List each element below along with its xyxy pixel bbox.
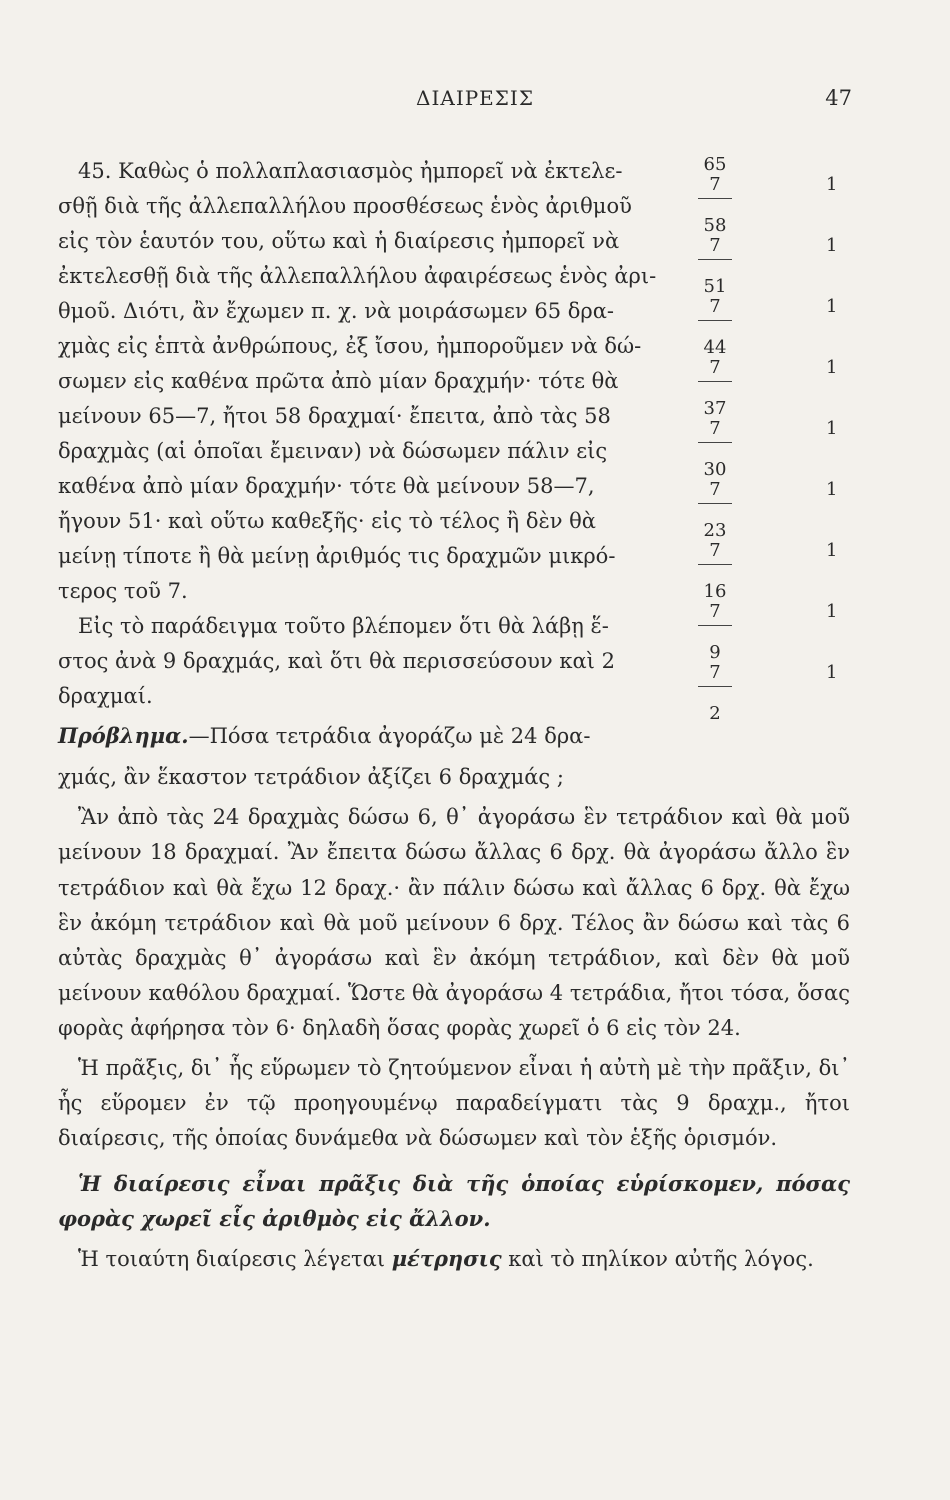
definition-statement: Ἡ διαίρεσις εἶναι πρᾶξις διὰ τῆς ὁποίας εὑρίσκομεν, πόσας φορὰς χωρεῖ εἷς ἀριθμὸς εἰς ἄλλον.	[58, 1171, 850, 1232]
minuend: 9	[709, 642, 721, 663]
text-line: θμοῦ. Διότι, ἂν ἔχωμεν π. χ. νὰ μοιράσωμεν 65 δρα-	[58, 299, 614, 323]
text-line: δραχμαί.	[58, 684, 153, 708]
subtraction-rule	[698, 686, 732, 687]
subtrahend: 7	[709, 540, 721, 561]
subtraction-count: 1	[826, 296, 838, 317]
minuend: 16	[703, 581, 727, 602]
subtraction-count: 1	[826, 662, 838, 683]
subtraction-rule	[698, 381, 732, 382]
text-line: Εἰς τὸ παράδειγμα τοῦτο βλέπομεν ὅτι θὰ λάβῃ ἕ-	[78, 614, 609, 638]
text-line: μείνουν 65—7, ἤτοι 58 δραχμαί· ἔπειτα, ἀπὸ τὰς 58	[58, 404, 611, 428]
subtraction-rule	[698, 259, 732, 260]
subtraction-rule	[698, 564, 732, 565]
subtraction-count: 1	[826, 235, 838, 256]
problem-label: Πρόβλημα.	[58, 723, 189, 748]
left-text-column	[58, 154, 708, 754]
minuend: 65	[703, 154, 727, 175]
measurement-term: μέτρησις	[391, 1245, 502, 1271]
subtraction-count: 1	[826, 418, 838, 439]
section-45-paragraph	[58, 154, 708, 609]
subtrahend: 7	[709, 357, 721, 378]
subtraction-count: 1	[826, 601, 838, 622]
problem-question: —Πόσα τετράδια ἀγοράζω μὲ 24 δρα-	[188, 724, 591, 748]
final-remainder: 2	[709, 703, 721, 724]
subtrahend: 7	[709, 296, 721, 317]
text-line: καθένα ἀπὸ μίαν δραχμήν· τότε θὰ μείνουν 58—7,	[58, 474, 595, 498]
subtrahend: 7	[709, 662, 721, 683]
example-note-paragraph	[58, 609, 708, 714]
page-number: 47	[825, 86, 852, 110]
text-line: χμὰς εἰς ἑπτὰ ἀνθρώπους, ἐξ ἴσου, ἠμποροῦμεν νὰ δώ-	[58, 334, 642, 358]
subtraction-count: 1	[826, 540, 838, 561]
subtraction-count: 1	[826, 174, 838, 195]
minuend: 30	[703, 459, 727, 480]
subtraction-rule	[698, 198, 732, 199]
minuend: 44	[703, 337, 727, 358]
text-line: δραχμὰς (αἱ ὁποῖαι ἔμειναν) νὰ δώσωμεν πάλιν εἰς	[58, 439, 608, 463]
text-line: σθῇ διὰ τῆς ἀλλεπαλλήλου προσθέσεως ἑνὸς ἀριθμοῦ	[58, 194, 632, 218]
problem-question-line	[58, 718, 708, 754]
minuend: 23	[703, 520, 727, 541]
text-line: ἐκτελεσθῇ διὰ τῆς ἀλλεπαλλήλου ἀφαιρέσεως ἑνὸς ἀρι-	[58, 264, 657, 288]
subtrahend: 7	[709, 479, 721, 500]
text-line: σωμεν εἰς καθένα πρῶτα ἀπὸ μίαν δραχμήν· τότε θὰ	[58, 369, 619, 393]
conclusion-paragraph: Ἡ πρᾶξις, δι᾽ ἧς εὕρωμεν τὸ ζητούμενον εἶναι ἡ αὐτὴ μὲ τὴν πρᾶξιν, δι᾽ ἧς εὕρομεν ἐν τῷ προηγουμένῳ παραδείγματι τὰς 9 δραχμ., ἤτοι διαίρεσις, τῆς ὁποίας δυνάμεθα νὰ δώσωμεν καὶ τὸν ἑξῆς ὁρισμόν.	[58, 1055, 850, 1151]
subtrahend: 7	[709, 601, 721, 622]
minuend: 51	[703, 276, 727, 297]
measurement-sentence	[58, 1241, 850, 1277]
running-header-title: ΔΙΑΙΡΕΣΙΣ	[416, 86, 534, 110]
problem-question-continued: χμάς, ἂν ἕκαστον τετράδιον ἀξίζει 6 δραχμάς ;	[58, 765, 564, 789]
minuend: 58	[703, 215, 727, 236]
full-width-text	[58, 760, 850, 1277]
subtrahend: 7	[709, 235, 721, 256]
text-line: 45. Καθὼς ὁ πολλαπλασιασμὸς ἠμπορεῖ νὰ ἐκτελε-	[78, 159, 623, 183]
subtraction-rule	[698, 320, 732, 321]
subtrahend: 7	[709, 174, 721, 195]
measurement-text-after: καὶ τὸ πηλίκον αὐτῆς λόγος.	[501, 1246, 814, 1271]
subtrahend: 7	[709, 418, 721, 439]
measurement-text-before: Ἡ τοιαύτη διαίρεσις λέγεται	[78, 1246, 392, 1271]
subtraction-count: 1	[826, 479, 838, 500]
subtraction-rule	[698, 442, 732, 443]
text-line: εἰς τὸν ἑαυτόν του, οὕτω καὶ ἡ διαίρεσις ἠμπορεῖ νὰ	[58, 229, 620, 253]
text-line: ἤγουν 51· καὶ οὕτω καθεξῆς· εἰς τὸ τέλος ἢ δὲν θὰ	[58, 509, 596, 533]
text-line: μείνῃ τίποτε ἢ θὰ μείνῃ ἀριθμός τις δραχμῶν μικρό-	[58, 544, 616, 568]
subtraction-rule	[698, 625, 732, 626]
repeated-subtraction-column	[690, 156, 850, 756]
subtraction-count: 1	[826, 357, 838, 378]
subtraction-rule	[698, 503, 732, 504]
text-line: τερος τοῦ 7.	[58, 579, 188, 603]
problem-solution: Ἂν ἀπὸ τὰς 24 δραχμὰς δώσω 6, θ᾽ ἀγοράσω ἓν τετράδιον καὶ θὰ μοῦ μείνουν 18 δραχμαί. Ἂν ἔπειτα δώσω ἄλλας 6 δρχ. θὰ ἀγοράσω ἄλλο ἓν τετράδιον καὶ θὰ ἔχω 12 δραχ.· ἂν πάλιν δώσω καὶ ἄλλας 6 δρχ. θὰ ἔχω ἓν ἀκόμη τετράδιον καὶ θὰ μοῦ μείνουν 6 δρχ. Τέλος ἂν δώσω καὶ τὰς 6 αὐτὰς δραχμὰς θ᾽ ἀγοράσω καὶ ἓν ἀκόμη τετράδιον, καὶ δὲν θὰ μοῦ μείνουν καθόλου δραχμαί. Ὥστε θὰ ἀγοράσω 4 τετράδια, ἤτοι τόσα, ὅσας φορὰς ἀφήρησα τὸν 6· δηλαδὴ ὅσας φορὰς χωρεῖ ὁ 6 εἰς τὸν 24.	[58, 805, 850, 1041]
minuend: 37	[703, 398, 727, 419]
text-line: στος ἀνὰ 9 δραχμάς, καὶ ὅτι θὰ περισσεύσουν καὶ 2	[58, 649, 615, 673]
